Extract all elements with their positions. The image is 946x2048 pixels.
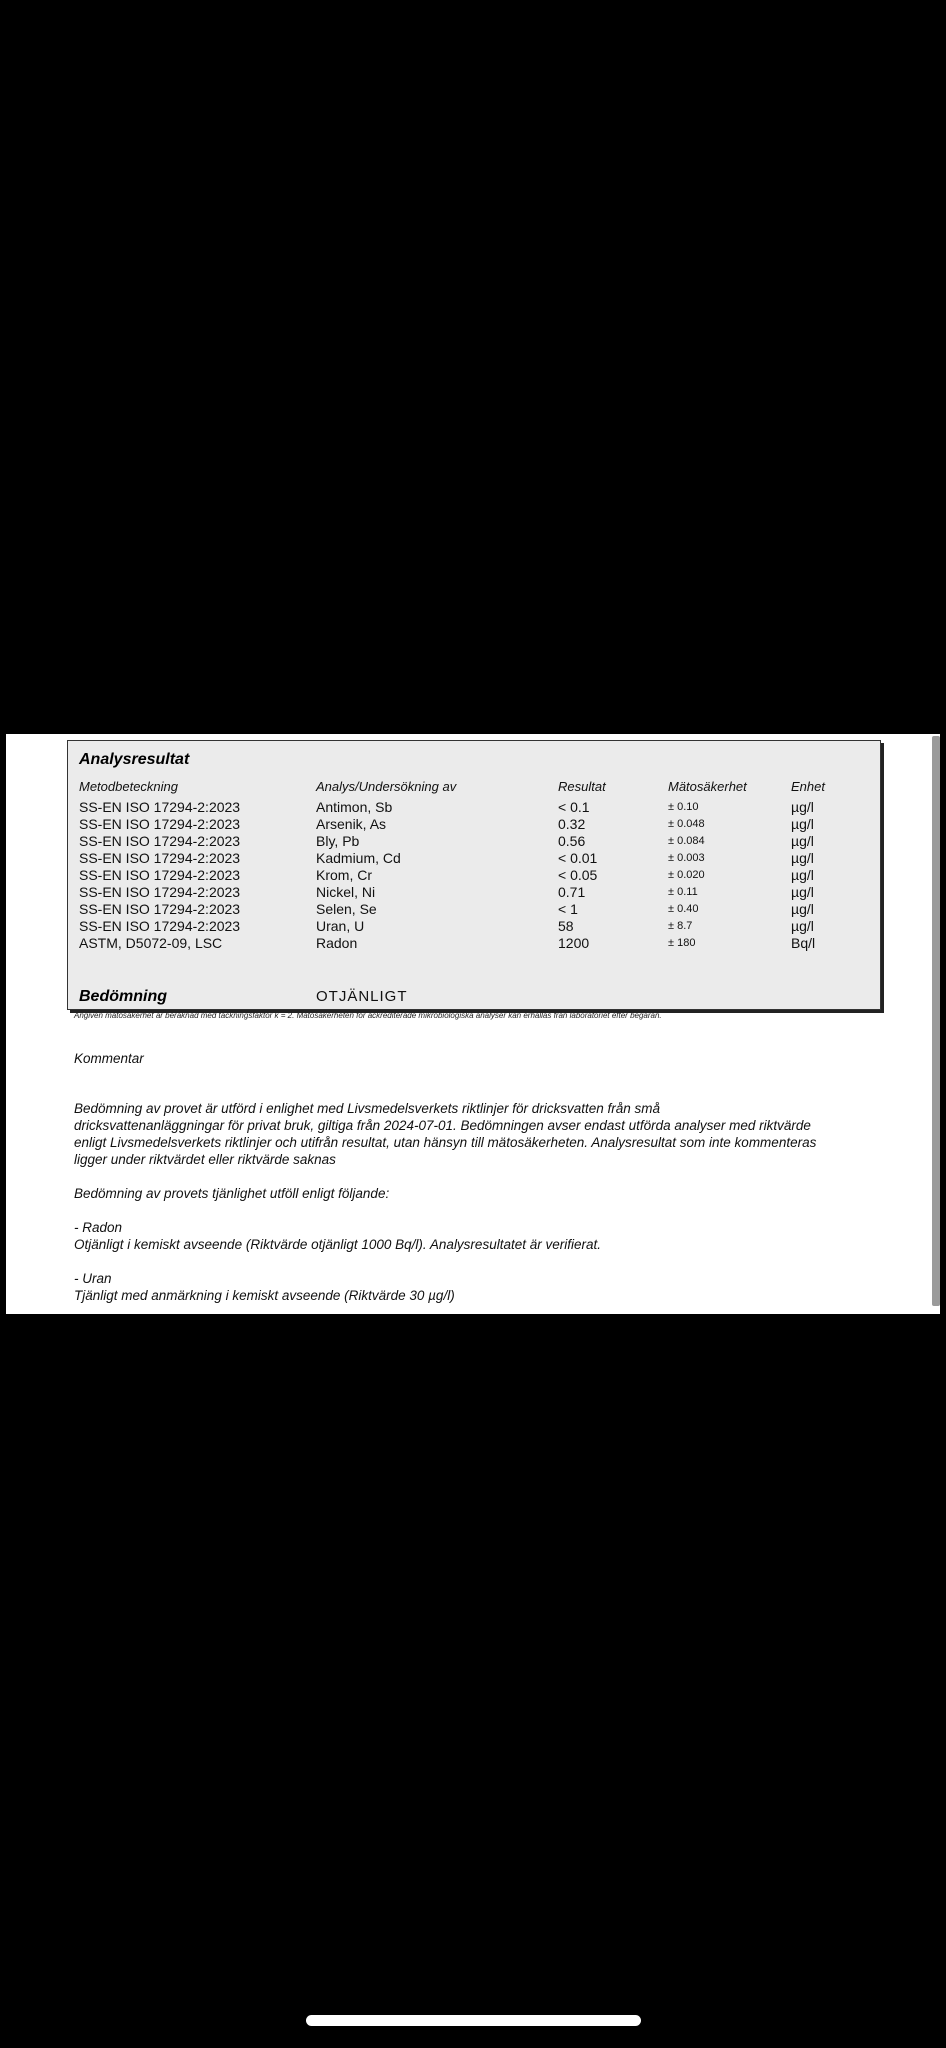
scrollbar[interactable] [932, 736, 940, 1306]
header-unit: Enhet [791, 779, 825, 794]
header-result: Resultat [558, 779, 606, 794]
cell-unit: µg/l [791, 901, 814, 917]
cell-uncertainty: ± 8.7 [668, 920, 693, 932]
cell-analysis: Arsenik, As [316, 816, 387, 832]
table-row [68, 799, 880, 816]
cell-method: SS-EN ISO 17294-2:2023 [79, 850, 241, 866]
cell-result: < 0.1 [558, 799, 590, 815]
cell-result: 0.32 [558, 816, 586, 832]
cell-analysis: Nickel, Ni [316, 884, 376, 900]
header-uncertainty: Mätosäkerhet [668, 779, 747, 794]
cell-unit: µg/l [791, 850, 814, 866]
comment-line: dricksvattenanläggningar för privat bruk, giltiga från 2024-07-01. Bedömningen avser endast utförda analyser med riktvärde [74, 1118, 811, 1133]
item-text: Tjänligt med anmärkning i kemiskt avseende (Riktvärde 30 µg/l) [74, 1288, 455, 1303]
table-row [68, 833, 880, 850]
cell-unit: µg/l [791, 918, 814, 934]
item-name: - Radon [74, 1220, 123, 1235]
cell-method: SS-EN ISO 17294-2:2023 [79, 867, 241, 883]
cell-result: 1200 [558, 935, 590, 951]
document-page [6, 734, 940, 1314]
table-row [68, 935, 880, 952]
cell-method: SS-EN ISO 17294-2:2023 [79, 833, 241, 849]
cell-analysis: Uran, U [316, 918, 365, 934]
cell-analysis: Bly, Pb [316, 833, 360, 849]
cell-analysis: Selen, Se [316, 901, 377, 917]
cell-result: 0.56 [558, 833, 586, 849]
table-row [68, 850, 880, 867]
cell-analysis: Kadmium, Cd [316, 850, 401, 866]
cell-uncertainty: ± 0.10 [668, 801, 699, 813]
cell-result: < 0.05 [558, 867, 598, 883]
cell-method: SS-EN ISO 17294-2:2023 [79, 901, 241, 917]
cell-unit: µg/l [791, 799, 814, 815]
cell-method: SS-EN ISO 17294-2:2023 [79, 918, 241, 934]
cell-unit: µg/l [791, 833, 814, 849]
home-indicator[interactable] [306, 2015, 641, 2026]
assessment-value: OTJÄNLIGT [316, 988, 408, 1005]
comment-line: ligger under riktvärdet eller riktvärde saknas [74, 1152, 336, 1167]
cell-method: ASTM, D5072-09, LSC [79, 935, 223, 951]
cell-unit: µg/l [791, 884, 814, 900]
assessment-label: Bedömning [79, 988, 167, 1005]
cell-uncertainty: ± 0.048 [668, 818, 705, 830]
comment-line: Bedömning av provet är utförd i enlighet med Livsmedelsverkets riktlinjer för dricksvatten från små [74, 1101, 661, 1116]
table-row [68, 884, 880, 901]
cell-unit: µg/l [791, 816, 814, 832]
cell-analysis: Antimon, Sb [316, 799, 393, 815]
cell-analysis: Krom, Cr [316, 867, 372, 883]
cell-method: SS-EN ISO 17294-2:2023 [79, 884, 241, 900]
header-method: Metodbeteckning [79, 779, 179, 794]
suitability-intro: Bedömning av provets tjänlighet utföll enligt följande: [74, 1186, 390, 1201]
cell-uncertainty: ± 0.11 [668, 886, 698, 898]
item-name: - Uran [74, 1271, 112, 1286]
analysis-title: Analysresultat [79, 751, 190, 768]
uncertainty-note: Angiven mätosäkerhet är beräknad med täckningsfaktor k = 2. Mätosäkerheten för ackrediterade mikrobiologiska analyser kan erhållas från laboratoriet efter begäran. [74, 1011, 662, 1020]
item-text: Otjänligt i kemiskt avseende (Riktvärde otjänligt 1000 Bq/l). Analysresultatet är verifierat. [74, 1237, 601, 1252]
cell-uncertainty: ± 0.40 [668, 903, 699, 915]
cell-unit: µg/l [791, 867, 814, 883]
cell-method: SS-EN ISO 17294-2:2023 [79, 816, 241, 832]
table-row [68, 867, 880, 884]
cell-analysis: Radon [316, 935, 358, 951]
cell-result: 0.71 [558, 884, 586, 900]
header-analysis: Analys/Undersökning av [316, 779, 457, 794]
cell-method: SS-EN ISO 17294-2:2023 [79, 799, 241, 815]
comment-heading: Kommentar [74, 1051, 144, 1066]
cell-uncertainty: ± 0.003 [668, 852, 705, 864]
analysis-results-box [67, 740, 881, 1010]
table-row [68, 918, 880, 935]
cell-result: < 0.01 [558, 850, 598, 866]
cell-unit: Bq/l [791, 935, 816, 951]
cell-uncertainty: ± 180 [668, 937, 696, 949]
cell-uncertainty: ± 0.020 [668, 869, 705, 881]
table-row [68, 816, 880, 833]
cell-result: < 1 [558, 901, 578, 917]
cell-result: 58 [558, 918, 574, 934]
comment-line: enligt Livsmedelsverkets riktlinjer och utifrån resultat, utan hänsyn till mätosäkerheten. Analysresultat som inte kommenteras [74, 1135, 817, 1150]
cell-uncertainty: ± 0.084 [668, 835, 705, 847]
table-row [68, 901, 880, 918]
